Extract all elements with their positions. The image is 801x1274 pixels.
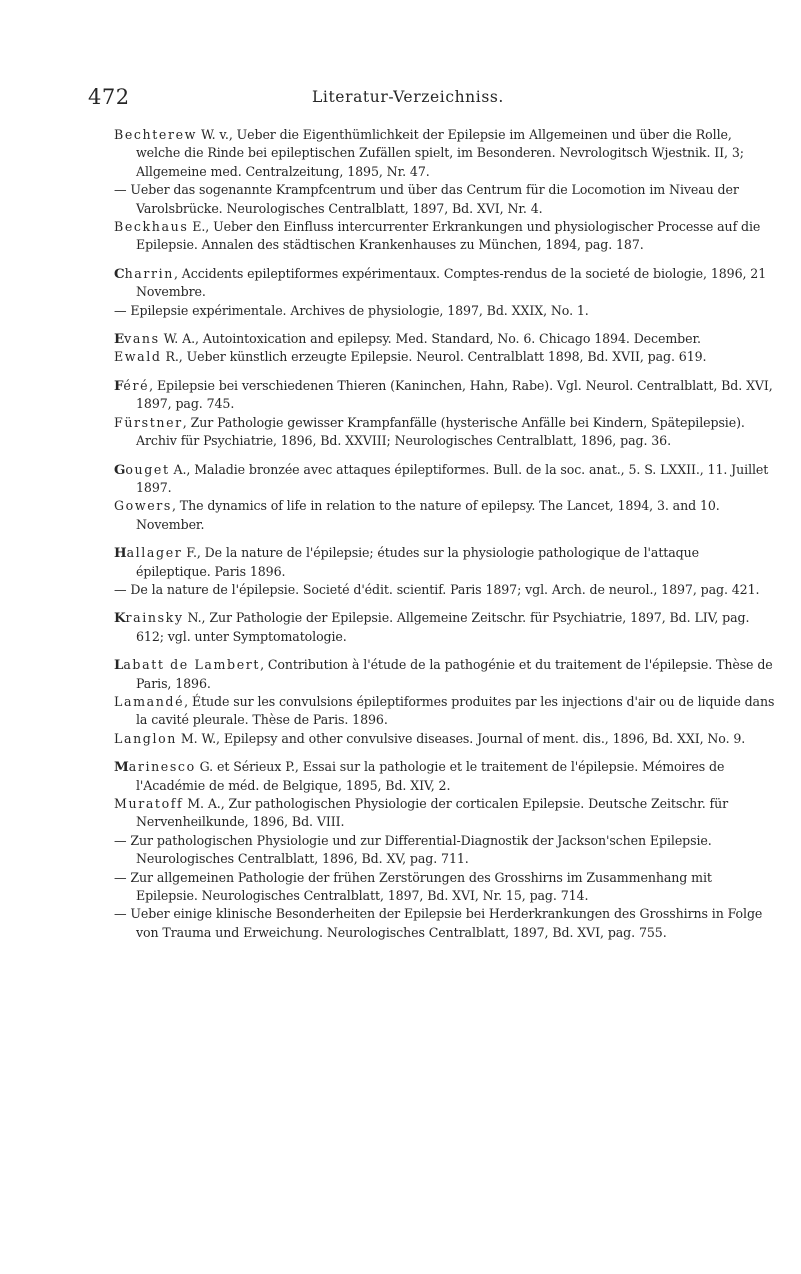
reference-entry bbox=[114, 544, 776, 581]
reference-text: , Accidents epileptiformes expérimentaux. Comptes-rendus de la societé de biologie, 1896, 21 Novembre. bbox=[136, 265, 767, 300]
reference-entry bbox=[114, 693, 776, 730]
reference-author: Muratoff bbox=[114, 796, 184, 811]
reference-text: — De la nature de l'épilepsie. Societé d'édit. scientif. Paris 1897; vgl. Arch. de neurol., 1897, pag. 421. bbox=[114, 581, 760, 597]
reference-text: — Ueber das sogenannte Krampfcentrum und über das Centrum für die Locomotion im Niveau der Varolsbrücke. Neurologisches Centralblatt, 1897, Bd. XVI, Nr. 4. bbox=[114, 182, 739, 216]
reference-entry bbox=[114, 832, 776, 869]
reference-text: — Ueber einige klinische Besonderheiten der Epilepsie bei Herderkrankungen des Grosshirns in Folge von Trauma und Erweichung. Neurologisches Centralblatt, 1897, Bd. XVI, pag. 755. bbox=[114, 906, 763, 940]
reference-text: — Zur allgemeinen Pathologie der frühen Zerstörungen des Grosshirns im Zusammenhang mit Epilepsie. Neurologisches Centralblatt, 1897, Bd. XVI, Nr. 15, pag. 714. bbox=[114, 869, 712, 904]
reference-author: Ewald bbox=[114, 349, 162, 365]
reference-text: , Contribution à l'étude de la pathogénie et du traitement de l'épilepsie. Thèse de Paris, 1896. bbox=[136, 657, 773, 691]
reference-author: Langlon bbox=[114, 730, 177, 746]
reference-entry bbox=[114, 869, 776, 906]
reference-entry bbox=[114, 218, 776, 255]
section-initial: C bbox=[114, 265, 125, 282]
reference-entry bbox=[114, 795, 776, 832]
reference-text: , Zur Pathologie gewisser Krampfanfälle (hysterische Anfälle bei Kindern, Spätepilepsie). Archiv für Psychiatrie, 1896, Bd. XXVIII; Neurologisches Centralblatt, 1896, pag. 36. bbox=[136, 414, 745, 449]
reference-entry bbox=[114, 461, 776, 498]
reference-entry bbox=[114, 302, 776, 320]
reference-entry bbox=[114, 377, 776, 414]
reference-entry bbox=[114, 497, 776, 534]
section-initial: H bbox=[114, 545, 127, 562]
reference-entry bbox=[114, 581, 776, 599]
reference-author: ouget bbox=[125, 461, 170, 477]
section-initial: L bbox=[114, 657, 124, 674]
reference-text: W. A., Autointoxication and epilepsy. Med. Standard, No. 6. Chicago 1894. December. bbox=[159, 331, 701, 347]
section-initial: E bbox=[114, 331, 125, 348]
page-header bbox=[88, 85, 728, 109]
reference-text: N., Zur Pathologie der Epilepsie. Allgemeine Zeitschr. für Psychiatrie, 1897, Bd. LIV, pag. 612; vgl. unter Symptomatologie. bbox=[136, 610, 750, 644]
reference-entry bbox=[114, 609, 776, 646]
reference-author: Gowers bbox=[114, 498, 172, 514]
reference-text: , Étude sur les convulsions épileptiformes produites par les injections d'air ou de liquide dans la cavité pleurale. Thèse de Paris. 1896. bbox=[136, 693, 775, 728]
reference-entry bbox=[114, 414, 776, 451]
reference-author: harrin bbox=[124, 265, 174, 281]
reference-author: Beckhaus bbox=[114, 219, 189, 235]
reference-text: , Epilepsie bei verschiedenen Thieren (Kaninchen, Hahn, Rabe). Vgl. Neurol. Centralblatt, Bd. XVI, 1897, pag. 745. bbox=[136, 377, 773, 412]
reference-author: Bechterew bbox=[114, 127, 198, 142]
reference-entry bbox=[114, 181, 776, 218]
reference-text: , The dynamics of life in relation to the nature of epilepsy. The Lancet, 1894, 3. and 10. November. bbox=[136, 498, 720, 532]
reference-entry bbox=[114, 265, 776, 302]
reference-entry bbox=[114, 126, 776, 181]
reference-author: abatt de Lambert bbox=[123, 657, 261, 673]
reference-author: rainsky bbox=[125, 610, 184, 626]
section-initial: G bbox=[114, 461, 126, 478]
reference-text: E., Ueber den Einfluss intercurrenter Erkrankungen und physiologischer Processe auf die Epilepsie. Annalen des städtischen Krankenhauses zu München, 1894, pag. 187. bbox=[136, 219, 761, 253]
reference-text: M. W., Epilepsy and other convulsive diseases. Journal of ment. dis., 1896, Bd. XXI, No. 9. bbox=[176, 730, 746, 746]
section-initial: K bbox=[114, 610, 126, 627]
reference-text: F., De la nature de l'épilepsie; études sur la physiologie pathologique de l'attaque épileptique. Paris 1896. bbox=[136, 545, 699, 579]
running-title: Literatur-Verzeichniss. bbox=[312, 88, 504, 106]
reference-text: G. et Sérieux P., Essai sur la pathologie et le traitement de l'épilepsie. Mémoires de l'Académie de méd. de Belgique, 1895, Bd. XIV, 2. bbox=[136, 759, 725, 793]
reference-text: — Epilepsie expérimentale. Archives de physiologie, 1897, Bd. XXIX, No. 1. bbox=[114, 302, 589, 318]
page-number: 472 bbox=[88, 85, 130, 109]
reference-text: W. v., Ueber die Eigenthümlichkeit der Epilepsie im Allgemeinen und über die Rolle, welche die Rinde bei epileptischen Zufällen spielt, im Besonderen. Nevrologitsch Wjestnik. II, 3; Allgemeine med. Centralzeitung, 1895, Nr. 47. bbox=[136, 127, 744, 179]
section-initial: F bbox=[114, 377, 124, 394]
reference-entry bbox=[114, 348, 776, 366]
reference-author: arinesco bbox=[128, 759, 196, 775]
reference-author: vans bbox=[124, 331, 160, 347]
reference-author: allager bbox=[126, 545, 183, 561]
reference-entry bbox=[114, 656, 776, 693]
reference-list bbox=[0, 126, 801, 942]
reference-text: R., Ueber künstlich erzeugte Epilepsie. Neurol. Centralblatt 1898, Bd. XVII, pag. 619. bbox=[161, 349, 707, 365]
reference-text: M. A., Zur pathologischen Physiologie der corticalen Epilepsie. Deutsche Zeitschr. für Nervenheilkunde, 1896, Bd. VIII. bbox=[136, 796, 729, 830]
reference-text: A., Maladie bronzée avec attaques épileptiformes. Bull. de la soc. anat., 5. S. LXXII., 11. Juillet 1897. bbox=[136, 461, 769, 495]
reference-entry bbox=[114, 330, 776, 348]
reference-entry bbox=[114, 758, 776, 795]
reference-author: éré bbox=[123, 377, 150, 393]
reference-entry bbox=[114, 730, 776, 748]
reference-entry bbox=[114, 905, 776, 942]
reference-author: Lamandé bbox=[114, 693, 185, 709]
reference-author: Fürstner bbox=[114, 414, 183, 430]
section-initial: M bbox=[114, 759, 129, 776]
reference-text: — Zur pathologischen Physiologie und zur Differential-Diagnostik der Jackson'schen Epilepsie. Neurologisches Centralblatt, 1896, Bd. XV, pag. 711. bbox=[114, 832, 712, 867]
